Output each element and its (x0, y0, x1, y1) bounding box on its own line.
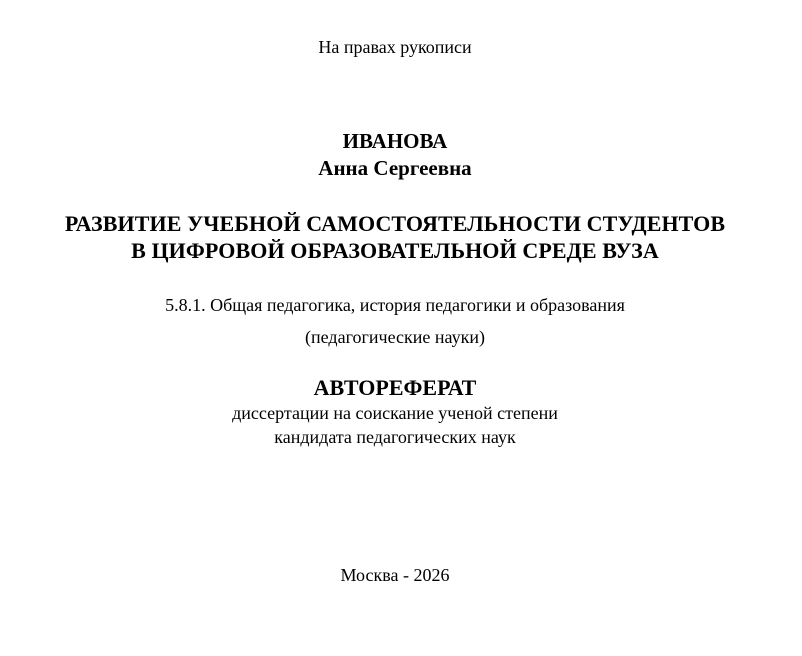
science-field: (педагогические науки) (305, 327, 485, 347)
degree-purpose-line-1: диссертации на соискание ученой степени (232, 403, 558, 423)
dissertation-title-line-1: РАЗВИТИЕ УЧЕБНОЙ САМОСТОЯТЕЛЬНОСТИ СТУДЕНТОВ (64, 211, 726, 236)
author-surname: ИВАНОВА (342, 129, 448, 153)
degree-purpose-line-2: кандидата педагогических наук (274, 427, 516, 447)
document-type: АВТОРЕФЕРАТ (313, 375, 477, 400)
city-year: Москва - 2026 (340, 565, 450, 585)
author-given-names: Анна Сергеевна (318, 156, 472, 180)
specialty-code-name: 5.8.1. Общая педагогика, история педагогики и образования (165, 295, 625, 315)
dissertation-title-line-2: В ЦИФРОВОЙ ОБРАЗОВАТЕЛЬНОЙ СРЕДЕ ВУЗА (131, 238, 659, 263)
manuscript-notice: На правах рукописи (318, 37, 472, 57)
